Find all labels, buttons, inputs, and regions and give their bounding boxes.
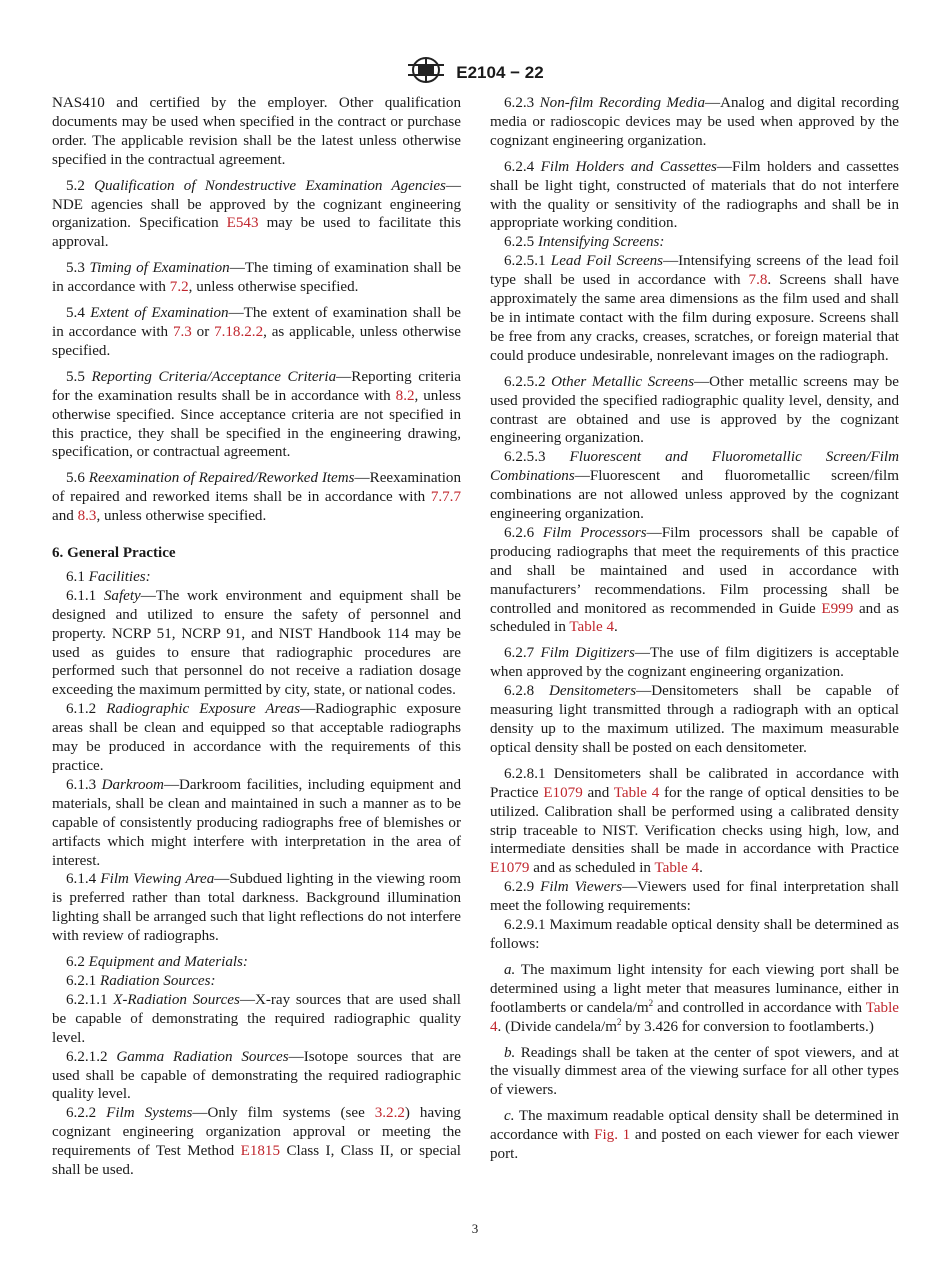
- link-e1079[interactable]: E1079: [490, 860, 530, 877]
- section-6-2-9: 6.2.9 Film Viewers—Viewers used for final interpretation shall meet the following requirements:: [490, 879, 899, 915]
- section-6-2-1: 6.2.1 Radiation Sources:: [66, 972, 216, 989]
- link-7-3[interactable]: 7.3: [172, 323, 192, 340]
- item-a: a. The maximum light intensity for each viewing port shall be determined using a light meter that measures luminance, either in footlamberts or candela/$m^2$ and controlled in accordance with Table 4. (Divide candela/$m^2$ by 3.426 for conversion to footlamberts.): [490, 961, 899, 1035]
- link-e1079[interactable]: E1079: [543, 784, 583, 801]
- section-6-2-3: 6.2.3 Non-film Recording Media—Analog and digital recording media or radioscopic devices may be used when approved by the cognizant engineering organization.: [490, 95, 899, 149]
- left-column: [52, 94, 461, 1180]
- link-7-7-7[interactable]: 7.7.7: [430, 489, 461, 506]
- section-6-2-8: 6.2.8 Densitometers—Densitometers shall be capable of measuring light transmitted through a radiograph with an optical density up to the maximum utilized. The maximum measurable optical density shall be posted on each densitometer.: [490, 683, 899, 756]
- section-6-2-8-1: 6.2.8.1 Densitometers shall be calibrated in accordance with Practice E1079 and Table 4 for the range of optical densities to be utilized. Calibration shall be performed using a calibrated density strip traceable to NIST. Verification checks using high, low, and intermediate densities shall be made in accordance with Practice E1079 and as scheduled in Table 4.: [490, 765, 900, 877]
- section-5-5: 5.5 Reporting Criteria/Acceptance Criteria—Reporting criteria for the examination results shall be in accordance with 8.2, unless otherwise specified. Since acceptance criteria are not specified in this practice, they shall be specified in the engineering drawing, specification, or contractual agreement.: [52, 368, 461, 461]
- link-7-8[interactable]: 7.8: [748, 272, 768, 289]
- item-b: b. Readings shall be taken at the center of spot viewers, and at the visually dimmest area of the viewing surface for all other types of viewers.: [490, 1044, 900, 1099]
- link-3-2-2[interactable]: 3.2.2: [374, 1105, 405, 1122]
- section-6-2-9-1: 6.2.9.1 Maximum readable optical density shall be determined as follows:: [490, 917, 899, 952]
- section-6-2-2: 6.2.2 Film Systems—Only film systems (see 3.2.2) having cognizant engineering organization approval or meeting the requirements of Test Method E1815 Class I, Class II, or special shall be used.: [52, 1105, 461, 1179]
- item-c: c. The maximum readable optical density shall be determined in accordance with Fig. 1 and posted on each viewer for each viewer port.: [490, 1108, 899, 1163]
- link-e999[interactable]: E999: [821, 600, 854, 617]
- section-6-2-5-1: 6.2.5.1 Lead Foil Screens—Intensifying screens of the lead foil type shall be used in accordance with 7.8. Screens shall have approximately the same area dimensions as the film used and shall be in intimate contact with the film during exposure. Screens shall be free from any cracks, creases, scratches, or foreign material that could produce undesirable, nonrelevant images on the radiograph.: [490, 253, 899, 364]
- right-column: [490, 94, 899, 1171]
- section-5-2: 5.2 Qualification of Nondestructive Examination Agencies—NDE agencies shall be approved by the cognizant engineering organization. Specification E543 may be used to facilitate this approval.: [52, 177, 461, 251]
- section-6-2-7: 6.2.7 Film Digitizers—The use of film digitizers is acceptable when approved by the cognizant engineering organization.: [490, 645, 899, 681]
- link-8-2[interactable]: 8.2: [395, 387, 415, 404]
- link-table-4[interactable]: Table 4: [490, 999, 899, 1035]
- section-heading-6: 6. General Practice: [52, 545, 176, 562]
- link-8-3[interactable]: 8.3: [77, 508, 97, 525]
- link-table-4[interactable]: Table 4: [569, 619, 614, 636]
- section-5-6: 5.6 Reexamination of Repaired/Reworked Items—Reexamination of repaired and reworked items shall be in accordance with 7.7.7 and 8.3, unless otherwise specified.: [52, 470, 461, 525]
- section-6-1: 6.1 Facilities:: [66, 568, 151, 585]
- section-5-4: 5.4 Extent of Examination—The extent of examination shall be in accordance with 7.3 or 7.18.2.2, as applicable, unless otherwise specified.: [52, 305, 462, 359]
- link-7-2[interactable]: 7.2: [169, 279, 189, 296]
- section-6-2-1-2: 6.2.1.2 Gamma Radiation Sources—Isotope sources that are used shall be capable of demonstrating the required radiographic quality level.: [52, 1048, 461, 1103]
- link-7-18-2-2[interactable]: 7.18.2.2: [214, 323, 264, 340]
- page-number: 3: [471, 1221, 479, 1236]
- section-6-2-5-3: 6.2.5.3 Fluorescent and Fluorometallic Screen/Film Combinations—Fluorescent and fluorometallic screen/film combinations are not allowed unless approved by the cognizant engineering organization.: [490, 449, 899, 523]
- section-6-2-1-1: 6.2.1.1 X-Radiation Sources—X-ray sources that are used shall be capable of demonstrating the required radiographic quality level.: [52, 991, 461, 1046]
- document-id: E2104 − 22: [456, 62, 544, 82]
- link-fig-1[interactable]: Fig. 1: [594, 1127, 631, 1144]
- paragraph-intro: NAS410 and certified by the employer. Other qualification documents may be used when specified in the contract or purchase order. The applicable revision shall be the latest unless otherwise specified in the contractual agreement.: [52, 95, 461, 168]
- section-5-3: 5.3 Timing of Examination—The timing of examination shall be in accordance with 7.2, unless otherwise specified.: [52, 260, 461, 296]
- link-e1815[interactable]: E1815: [240, 1143, 281, 1160]
- section-6-1-4: 6.1.4 Film Viewing Area—Subdued lighting in the viewing room is preferred rather than total darkness. Background illumination lighting shall be arranged such that light reflections do not interfere with review of radiographs.: [52, 871, 461, 945]
- link-table-4[interactable]: Table 4: [613, 784, 660, 801]
- section-6-1-3: 6.1.3 Darkroom—Darkroom facilities, including equipment and materials, shall be clean and maintained in such a manner as to be capable of consistently producing radiographs free of blemishes or artifacts which might interfere with interpretation in the area of interest.: [52, 776, 461, 869]
- section-6-2-5: 6.2.5 Intensifying Screens:: [504, 234, 665, 251]
- section-6-1-2: 6.1.2 Radiographic Exposure Areas—Radiographic exposure areas shall be clean and equipped so that acceptable radiographs may be produced in accordance with the requirements of this practice.: [52, 701, 461, 774]
- link-table-4[interactable]: Table 4: [654, 860, 700, 877]
- section-6-1-1: 6.1.1 Safety—The work environment and equipment shall be designed and utilized to ensure the safety of personnel and property. NCRP 51, NCRP 91, and NIST Handbook 114 may be used as guides to ensure that radiographic procedures are performed such that personnel do not receive a radiation dosage exceeding the maximum permitted by city, state, or national codes.: [52, 587, 461, 699]
- astm-logo-icon: [406, 56, 446, 89]
- section-6-2-5-2: 6.2.5.2 Other Metallic Screens—Other metallic screens may be used provided the specified radiographic quality level, density, and contrast are obtained and use is approved by the cognizant engineering organization.: [490, 373, 900, 447]
- section-6-2: 6.2 Equipment and Materials:: [66, 954, 248, 971]
- link-e543[interactable]: E543: [226, 215, 259, 232]
- section-6-2-6: 6.2.6 Film Processors—Film processors shall be capable of producing radiographs that meet the requirements of this practice and shall be maintained and used in accordance with manufacturers’ recommendations. Film processing shall be controlled and monitored as recommended in Guide E999 and as scheduled in Table 4.: [490, 524, 899, 636]
- page-header: [0, 56, 950, 84]
- section-6-2-4: 6.2.4 Film Holders and Cassettes—Film holders and cassettes shall be light tight, constructed of materials that do not interfere with the quality or sensitivity of the radiographs and shall be in appropriate working condition.: [490, 158, 900, 232]
